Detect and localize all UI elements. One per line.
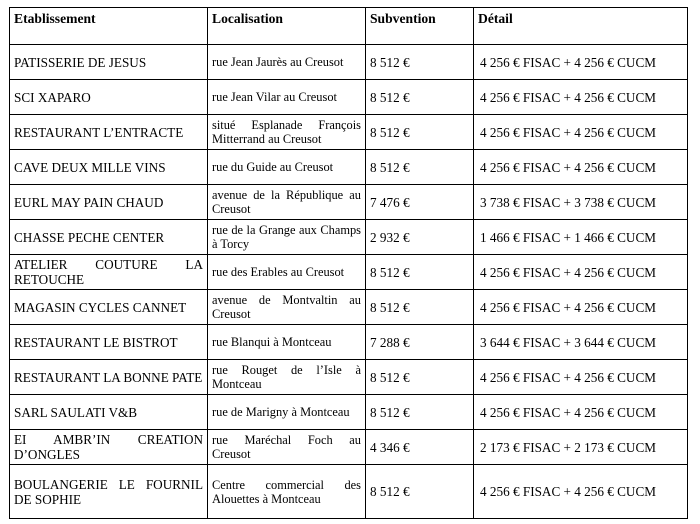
cell-localisation: rue Jean Jaurès au Creusot (208, 45, 366, 80)
cell-etablissement: RESTAURANT LA BONNE PATE (10, 360, 208, 395)
cell-detail: 4 256 € FISAC + 4 256 € CUCM (474, 150, 688, 185)
table-row (10, 220, 688, 255)
cell-etablissement: CHASSE PECHE CENTER (10, 220, 208, 255)
cell-etablissement: BOULANGERIE LE FOURNIL DE SOPHIE (10, 465, 208, 519)
cell-subvention: 8 512 € (366, 290, 474, 325)
cell-etablissement: SARL SAULATI V&B (10, 395, 208, 430)
cell-detail: 4 256 € FISAC + 4 256 € CUCM (474, 290, 688, 325)
header-etablissement: Etablissement (10, 8, 208, 45)
cell-detail: 2 173 € FISAC + 2 173 € CUCM (474, 430, 688, 465)
cell-localisation: rue de Marigny à Montceau (208, 395, 366, 430)
table-row (10, 80, 688, 115)
cell-localisation: rue Maréchal Foch au Creusot (208, 430, 366, 465)
cell-etablissement: PATISSERIE DE JESUS (10, 45, 208, 80)
cell-subvention: 7 288 € (366, 325, 474, 360)
cell-subvention: 8 512 € (366, 115, 474, 150)
cell-etablissement: MAGASIN CYCLES CANNET (10, 290, 208, 325)
cell-localisation: Centre commercial des Alouettes à Montceau (208, 465, 366, 519)
table-header-row (10, 8, 688, 45)
table-row (10, 325, 688, 360)
cell-etablissement: RESTAURANT L’ENTRACTE (10, 115, 208, 150)
cell-subvention: 2 932 € (366, 220, 474, 255)
cell-localisation: rue du Guide au Creusot (208, 150, 366, 185)
table-row (10, 395, 688, 430)
cell-detail: 4 256 € FISAC + 4 256 € CUCM (474, 465, 688, 519)
table-row (10, 465, 688, 519)
cell-etablissement: CAVE DEUX MILLE VINS (10, 150, 208, 185)
cell-localisation: rue Jean Vilar au Creusot (208, 80, 366, 115)
cell-subvention: 4 346 € (366, 430, 474, 465)
cell-localisation: rue des Erables au Creusot (208, 255, 366, 290)
cell-subvention: 8 512 € (366, 465, 474, 519)
cell-detail: 4 256 € FISAC + 4 256 € CUCM (474, 45, 688, 80)
table-row (10, 430, 688, 465)
cell-etablissement: RESTAURANT LE BISTROT (10, 325, 208, 360)
cell-localisation: rue de la Grange aux Champs à Torcy (208, 220, 366, 255)
cell-etablissement: EURL MAY PAIN CHAUD (10, 185, 208, 220)
table-row (10, 360, 688, 395)
cell-detail: 4 256 € FISAC + 4 256 € CUCM (474, 395, 688, 430)
subsidy-table (9, 7, 688, 519)
cell-detail: 1 466 € FISAC + 1 466 € CUCM (474, 220, 688, 255)
table-row (10, 290, 688, 325)
cell-detail: 4 256 € FISAC + 4 256 € CUCM (474, 255, 688, 290)
header-subvention: Subvention (366, 8, 474, 45)
cell-etablissement: SCI XAPARO (10, 80, 208, 115)
table-row (10, 115, 688, 150)
cell-detail: 4 256 € FISAC + 4 256 € CUCM (474, 115, 688, 150)
cell-localisation: avenue de la République au Creusot (208, 185, 366, 220)
cell-subvention: 8 512 € (366, 360, 474, 395)
cell-etablissement: EI AMBR’IN CREATION D’ONGLES (10, 430, 208, 465)
cell-detail: 4 256 € FISAC + 4 256 € CUCM (474, 360, 688, 395)
cell-subvention: 8 512 € (366, 80, 474, 115)
cell-subvention: 7 476 € (366, 185, 474, 220)
table-row (10, 185, 688, 220)
cell-localisation: rue Blanqui à Montceau (208, 325, 366, 360)
cell-detail: 3 644 € FISAC + 3 644 € CUCM (474, 325, 688, 360)
table-row (10, 150, 688, 185)
cell-subvention: 8 512 € (366, 255, 474, 290)
cell-localisation: situé Esplanade François Mitterrand au Creusot (208, 115, 366, 150)
cell-localisation: avenue de Montvaltin au Creusot (208, 290, 366, 325)
table-row (10, 45, 688, 80)
cell-detail: 4 256 € FISAC + 4 256 € CUCM (474, 80, 688, 115)
header-localisation: Localisation (208, 8, 366, 45)
cell-localisation: rue Rouget de l’Isle à Montceau (208, 360, 366, 395)
table-row (10, 255, 688, 290)
cell-etablissement: ATELIER COUTURE LA RETOUCHE (10, 255, 208, 290)
header-detail: Détail (474, 8, 688, 45)
cell-subvention: 8 512 € (366, 150, 474, 185)
cell-subvention: 8 512 € (366, 45, 474, 80)
cell-subvention: 8 512 € (366, 395, 474, 430)
cell-detail: 3 738 € FISAC + 3 738 € CUCM (474, 185, 688, 220)
